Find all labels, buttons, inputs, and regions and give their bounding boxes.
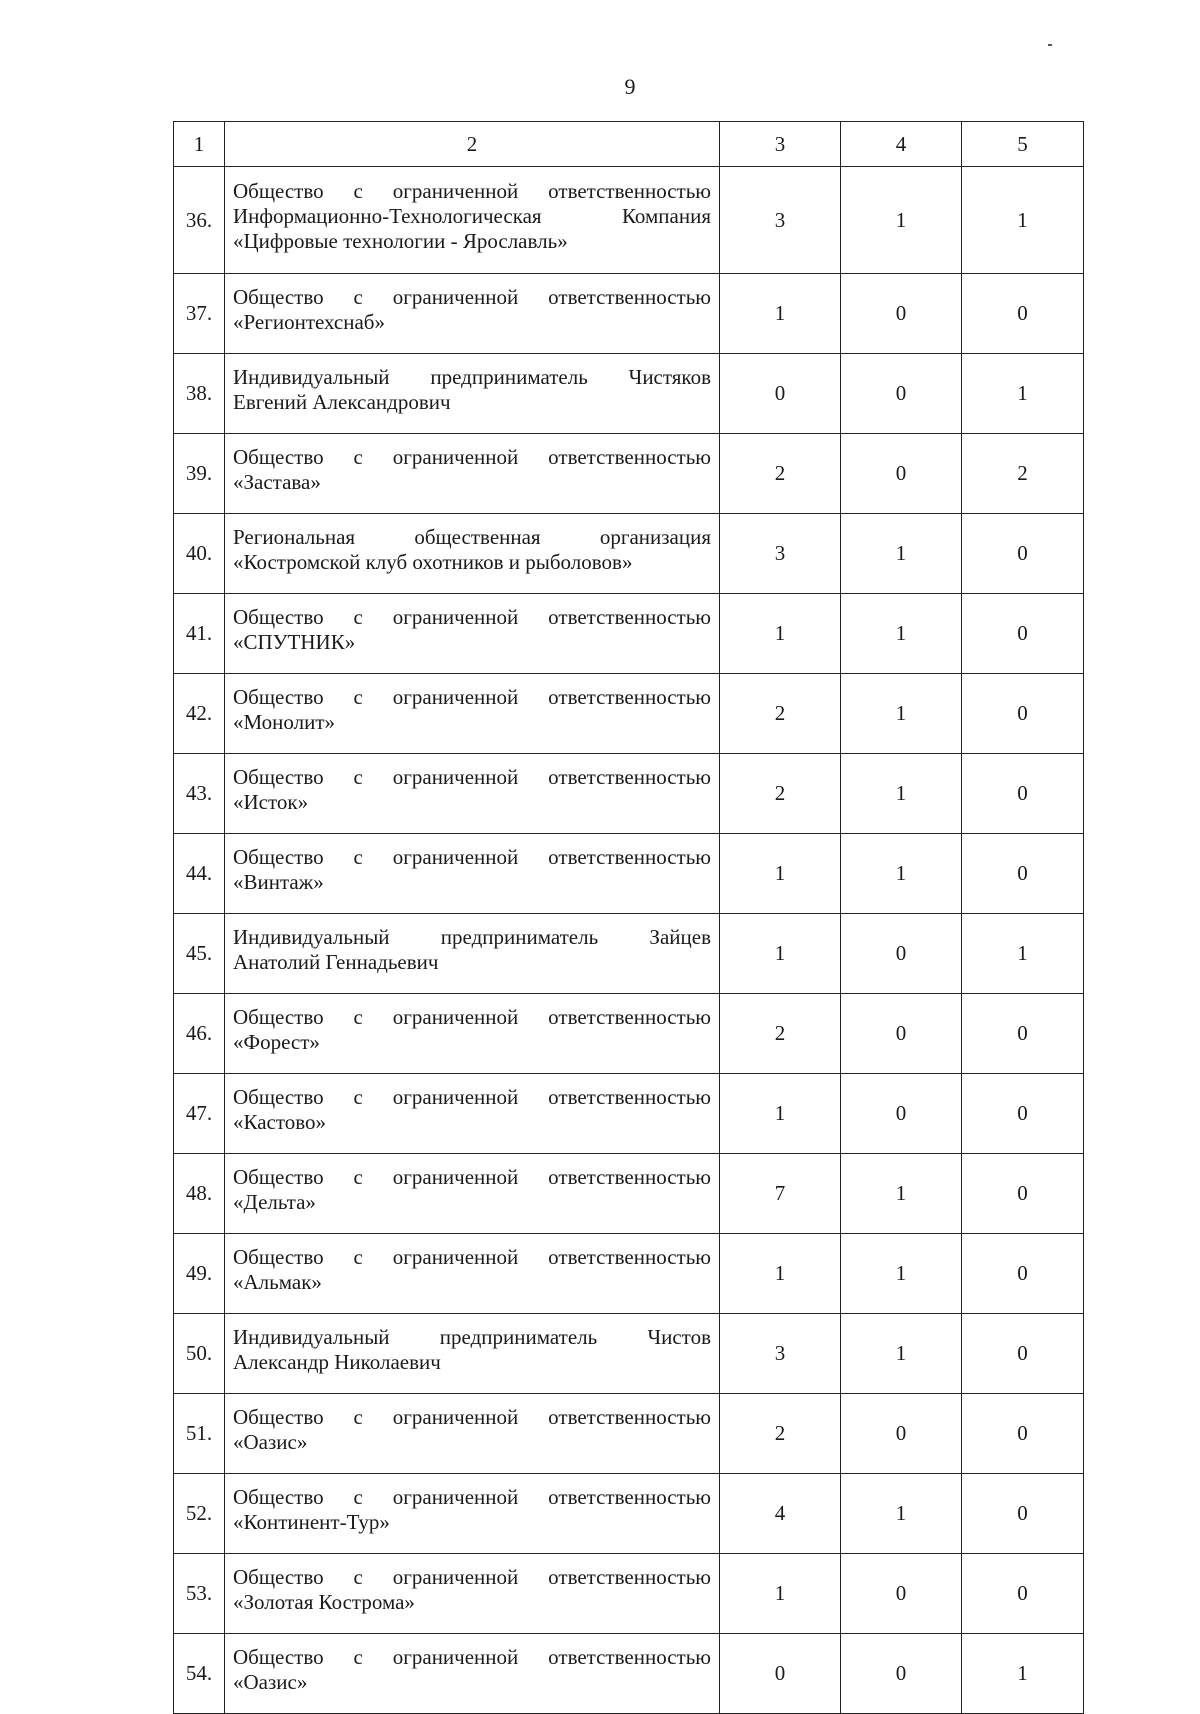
organization-name-line: «Винтаж» — [233, 869, 324, 894]
table-header-row — [174, 122, 1084, 167]
value-col-4: 1 — [841, 1154, 962, 1234]
table-row — [174, 514, 1084, 594]
organization-name-line: Индивидуальный предприниматель Чистов — [233, 1324, 711, 1349]
value-col-5: 1 — [962, 167, 1084, 274]
organization-name-line: «Форест» — [233, 1029, 320, 1054]
value-col-5: 0 — [962, 1554, 1084, 1634]
value-col-3: 1 — [720, 1234, 841, 1314]
value-col-5: 0 — [962, 674, 1084, 754]
value-col-4: 0 — [841, 914, 962, 994]
table-row — [174, 674, 1084, 754]
value-col-4: 1 — [841, 754, 962, 834]
row-number: 54. — [174, 1634, 225, 1714]
row-number: 51. — [174, 1394, 225, 1474]
organization-name-line: Общество с ограниченной ответственностью — [233, 1084, 711, 1109]
row-number: 40. — [174, 514, 225, 594]
table-row — [174, 834, 1084, 914]
value-col-3: 2 — [720, 754, 841, 834]
value-col-3: 1 — [720, 594, 841, 674]
table-row — [174, 1394, 1084, 1474]
row-number: 37. — [174, 274, 225, 354]
value-col-5: 0 — [962, 1234, 1084, 1314]
table-row — [174, 167, 1084, 274]
value-col-4: 1 — [841, 1314, 962, 1394]
organization-name — [225, 1394, 720, 1474]
page-number: 9 — [624, 74, 636, 99]
scan-speck — [1048, 44, 1052, 46]
table-row — [174, 1154, 1084, 1234]
value-col-3: 3 — [720, 514, 841, 594]
value-col-3: 0 — [720, 1634, 841, 1714]
value-col-5: 0 — [962, 1314, 1084, 1394]
organization-name-line: Общество с ограниченной ответственностью — [233, 844, 711, 869]
value-col-4: 1 — [841, 167, 962, 274]
header-cell-2: 2 — [225, 122, 720, 167]
row-number: 49. — [174, 1234, 225, 1314]
organization-name-line: Общество с ограниченной ответственностью — [233, 1244, 711, 1269]
value-col-3: 3 — [720, 1314, 841, 1394]
organization-name — [225, 594, 720, 674]
organization-name-line: «Цифровые технологии - Ярославль» — [233, 228, 568, 253]
value-col-5: 0 — [962, 994, 1084, 1074]
row-number: 53. — [174, 1554, 225, 1634]
organization-name-line: Общество с ограниченной ответственностью — [233, 1004, 711, 1029]
row-number: 45. — [174, 914, 225, 994]
organization-name — [225, 674, 720, 754]
row-number: 42. — [174, 674, 225, 754]
value-col-3: 2 — [720, 674, 841, 754]
organization-name-line: Анатолий Геннадьевич — [233, 949, 439, 974]
row-number: 41. — [174, 594, 225, 674]
value-col-5: 1 — [962, 354, 1084, 434]
table-row — [174, 1074, 1084, 1154]
organization-name — [225, 994, 720, 1074]
organization-name-line: Общество с ограниченной ответственностью — [233, 444, 711, 469]
header-cell-3: 3 — [720, 122, 841, 167]
organization-name-line: Общество с ограниченной ответственностью — [233, 684, 711, 709]
value-col-3: 2 — [720, 994, 841, 1074]
organization-name-line: «Монолит» — [233, 709, 336, 734]
organization-name-line: «Застава» — [233, 469, 321, 494]
value-col-5: 0 — [962, 754, 1084, 834]
table-row — [174, 1634, 1084, 1714]
value-col-3: 4 — [720, 1474, 841, 1554]
value-col-3: 1 — [720, 1554, 841, 1634]
organization-name-line: «Золотая Кострома» — [233, 1589, 415, 1614]
value-col-4: 0 — [841, 1634, 962, 1714]
table-row — [174, 1234, 1084, 1314]
value-col-4: 0 — [841, 1554, 962, 1634]
value-col-4: 1 — [841, 1234, 962, 1314]
value-col-5: 0 — [962, 514, 1084, 594]
value-col-5: 2 — [962, 434, 1084, 514]
row-number: 46. — [174, 994, 225, 1074]
value-col-4: 0 — [841, 274, 962, 354]
organization-name-line: «Исток» — [233, 789, 309, 814]
row-number: 39. — [174, 434, 225, 514]
organization-name — [225, 754, 720, 834]
organization-name-line: Информационно-Технологическая Компания — [233, 203, 711, 228]
organization-name-line: Общество с ограниченной ответственностью — [233, 284, 711, 309]
value-col-4: 1 — [841, 834, 962, 914]
value-col-4: 0 — [841, 1074, 962, 1154]
value-col-4: 0 — [841, 354, 962, 434]
organization-name-line: Евгений Александрович — [233, 389, 451, 414]
value-col-3: 7 — [720, 1154, 841, 1234]
value-col-5: 0 — [962, 1394, 1084, 1474]
value-col-4: 0 — [841, 434, 962, 514]
organization-name-line: «Континент-Тур» — [233, 1509, 390, 1534]
organization-name-line: Общество с ограниченной ответственностью — [233, 764, 711, 789]
organization-name — [225, 1234, 720, 1314]
table-row — [174, 1554, 1084, 1634]
organization-name-line: «Оазис» — [233, 1429, 308, 1454]
organization-name-line: Общество с ограниченной ответственностью — [233, 604, 711, 629]
organization-name — [225, 1154, 720, 1234]
table-row — [174, 914, 1084, 994]
organization-name-line: «Костромской клуб охотников и рыболовов» — [233, 549, 633, 574]
organization-name — [225, 1474, 720, 1554]
row-number: 52. — [174, 1474, 225, 1554]
table-row — [174, 594, 1084, 674]
value-col-5: 0 — [962, 1474, 1084, 1554]
value-col-5: 1 — [962, 914, 1084, 994]
row-number: 38. — [174, 354, 225, 434]
value-col-3: 2 — [720, 1394, 841, 1474]
row-number: 43. — [174, 754, 225, 834]
value-col-3: 3 — [720, 167, 841, 274]
table-row — [174, 1474, 1084, 1554]
organization-name-line: Общество с ограниченной ответственностью — [233, 1484, 711, 1509]
organization-name-line: Индивидуальный предприниматель Зайцев — [233, 924, 711, 949]
organization-name — [225, 354, 720, 434]
organization-name-line: «СПУТНИК» — [233, 629, 356, 654]
row-number: 48. — [174, 1154, 225, 1234]
value-col-5: 0 — [962, 274, 1084, 354]
organization-name — [225, 1074, 720, 1154]
value-col-3: 1 — [720, 914, 841, 994]
organization-name-line: «Альмак» — [233, 1269, 322, 1294]
organization-name-line: Общество с ограниченной ответственностью — [233, 1644, 711, 1669]
organization-name-line: «Кастово» — [233, 1109, 327, 1134]
value-col-4: 1 — [841, 1474, 962, 1554]
table-row — [174, 994, 1084, 1074]
table-row — [174, 274, 1084, 354]
value-col-5: 0 — [962, 1154, 1084, 1234]
value-col-4: 0 — [841, 1394, 962, 1474]
value-col-4: 1 — [841, 594, 962, 674]
row-number: 47. — [174, 1074, 225, 1154]
value-col-3: 1 — [720, 274, 841, 354]
value-col-4: 0 — [841, 994, 962, 1074]
organization-name — [225, 1634, 720, 1714]
header-cell-5: 5 — [962, 122, 1084, 167]
row-number: 36. — [174, 167, 225, 274]
value-col-3: 1 — [720, 834, 841, 914]
value-col-5: 1 — [962, 1634, 1084, 1714]
organization-name-line: Общество с ограниченной ответственностью — [233, 1164, 711, 1189]
organization-name-line: Региональная общественная организация — [233, 524, 711, 549]
value-col-3: 1 — [720, 1074, 841, 1154]
organization-name-line: «Регионтехснаб» — [233, 309, 385, 334]
value-col-5: 0 — [962, 594, 1084, 674]
row-number: 50. — [174, 1314, 225, 1394]
organization-name — [225, 274, 720, 354]
organization-name-line: Общество с ограниченной ответственностью — [233, 178, 711, 203]
table-row — [174, 434, 1084, 514]
organization-name — [225, 167, 720, 274]
table-row — [174, 1314, 1084, 1394]
value-col-5: 0 — [962, 1074, 1084, 1154]
header-cell-4: 4 — [841, 122, 962, 167]
organization-name-line: «Оазис» — [233, 1669, 308, 1694]
header-cell-1: 1 — [174, 122, 225, 167]
organizations-table — [173, 121, 1084, 1714]
value-col-4: 1 — [841, 514, 962, 594]
organization-name-line: Александр Николаевич — [233, 1349, 441, 1374]
value-col-3: 0 — [720, 354, 841, 434]
table-row — [174, 354, 1084, 434]
organization-name-line: Общество с ограниченной ответственностью — [233, 1404, 711, 1429]
value-col-3: 2 — [720, 434, 841, 514]
value-col-4: 1 — [841, 674, 962, 754]
organization-name-line: Общество с ограниченной ответственностью — [233, 1564, 711, 1589]
table-row — [174, 754, 1084, 834]
row-number: 44. — [174, 834, 225, 914]
value-col-5: 0 — [962, 834, 1084, 914]
organization-name — [225, 514, 720, 594]
organization-name — [225, 1554, 720, 1634]
organization-name — [225, 914, 720, 994]
organization-name — [225, 434, 720, 514]
organization-name-line: Индивидуальный предприниматель Чистяков — [233, 364, 711, 389]
organization-name-line: «Дельта» — [233, 1189, 316, 1214]
organization-name — [225, 1314, 720, 1394]
organization-name — [225, 834, 720, 914]
